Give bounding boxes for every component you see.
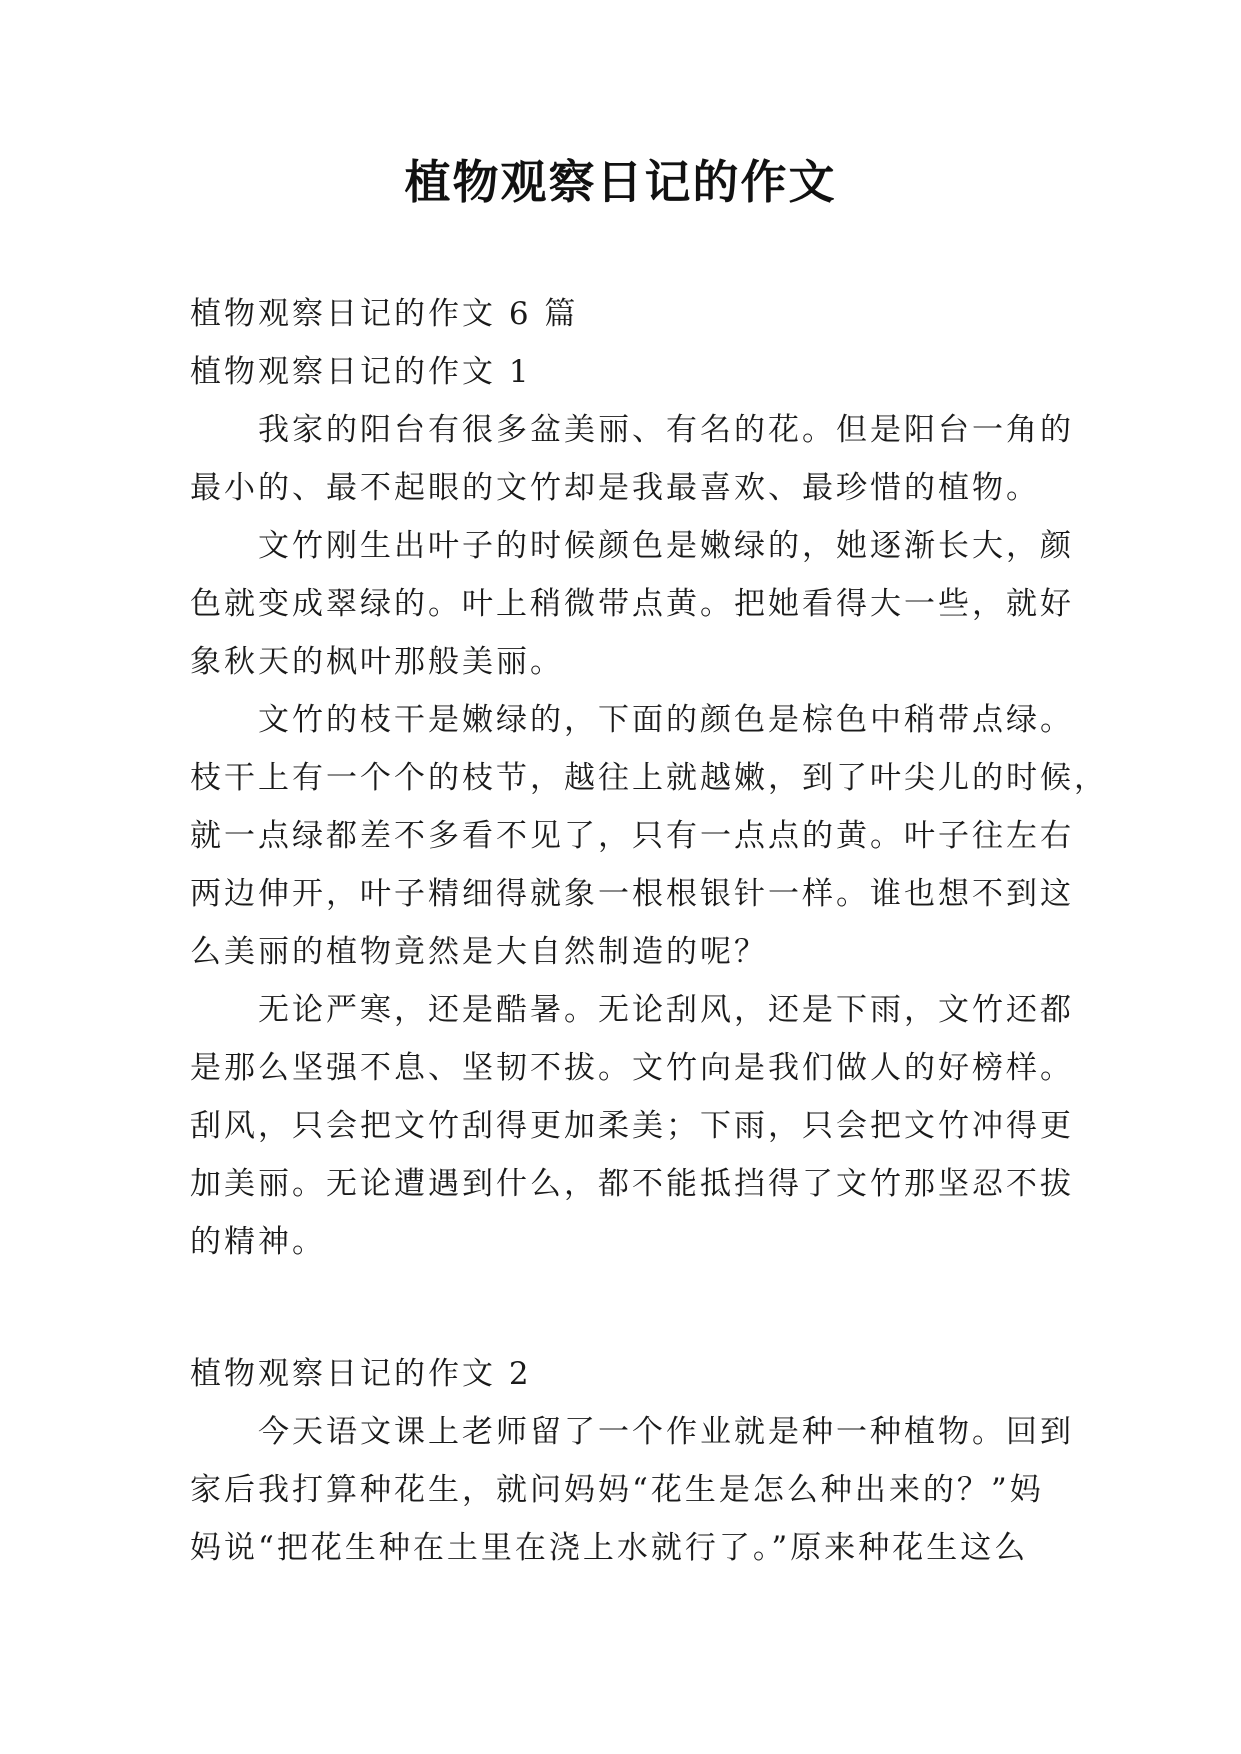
paragraph-line: 今天语文课上老师留了一个作业就是种一种植物。回到: [258, 1414, 1074, 1450]
paragraph-line: 家后我打算种花生，就问妈妈“花生是怎么种出来的？”妈: [190, 1472, 1044, 1508]
paragraph-line: 刮风，只会把文竹刮得更加柔美；下雨，只会把文竹冲得更: [190, 1108, 1074, 1144]
paragraph-line: 枝干上有一个个的枝节，越往上就越嫩，到了叶尖儿的时候，: [190, 760, 1108, 796]
paragraph-line: 最小的、最不起眼的文竹却是我最喜欢、最珍惜的植物。: [190, 470, 1040, 506]
paragraph-line: 加美丽。无论遭遇到什么，都不能抵挡得了文竹那坚忍不拔: [190, 1166, 1074, 1202]
paragraph-line: 文竹的枝干是嫩绿的，下面的颜色是棕色中稍带点绿。: [258, 702, 1074, 738]
section-1: [190, 343, 1108, 1271]
section-gap: [190, 1271, 1052, 1345]
paragraph-line: 么美丽的植物竟然是大自然制造的呢？: [190, 934, 768, 970]
paragraph-line: 是那么坚强不息、坚韧不拔。文竹向是我们做人的好榜样。: [190, 1050, 1074, 1086]
paragraph: [190, 981, 1074, 1271]
document-title: 植物观察日记的作文: [404, 155, 837, 209]
paragraph: [190, 517, 1074, 691]
paragraph-line: 文竹刚生出叶子的时候颜色是嫩绿的，她逐渐长大，颜: [258, 528, 1074, 564]
paragraph-line: 就一点绿都差不多看不见了，只有一点点的黄。叶子往左右: [190, 818, 1074, 854]
document-subtitle: 植物观察日记的作文 6 篇: [190, 296, 579, 332]
paragraph-line: 妈说“把花生种在土里在浇上水就行了。”原来种花生这么: [190, 1530, 1029, 1566]
section-heading: 植物观察日记的作文 2: [190, 1356, 532, 1392]
paragraph-line: 我家的阳台有很多盆美丽、有名的花。但是阳台一角的: [258, 412, 1074, 448]
paragraph-line: 色就变成翠绿的。叶上稍微带点黄。把她看得大一些，就好: [190, 586, 1074, 622]
paragraph-line: 两边伸开，叶子精细得就象一根根银针一样。谁也想不到这: [190, 876, 1074, 912]
section-2: [190, 1345, 1074, 1577]
paragraph: [190, 401, 1074, 517]
section-heading: 植物观察日记的作文 1: [190, 354, 532, 390]
paragraph: [190, 691, 1108, 981]
paragraph: [190, 1403, 1074, 1577]
paragraph-line: 象秋天的枫叶那般美丽。: [190, 644, 564, 680]
paragraph-line: 的精神。: [190, 1224, 326, 1260]
document-body: [190, 285, 1108, 1577]
paragraph-line: 无论严寒，还是酷暑。无论刮风，还是下雨，文竹还都: [258, 992, 1074, 1028]
